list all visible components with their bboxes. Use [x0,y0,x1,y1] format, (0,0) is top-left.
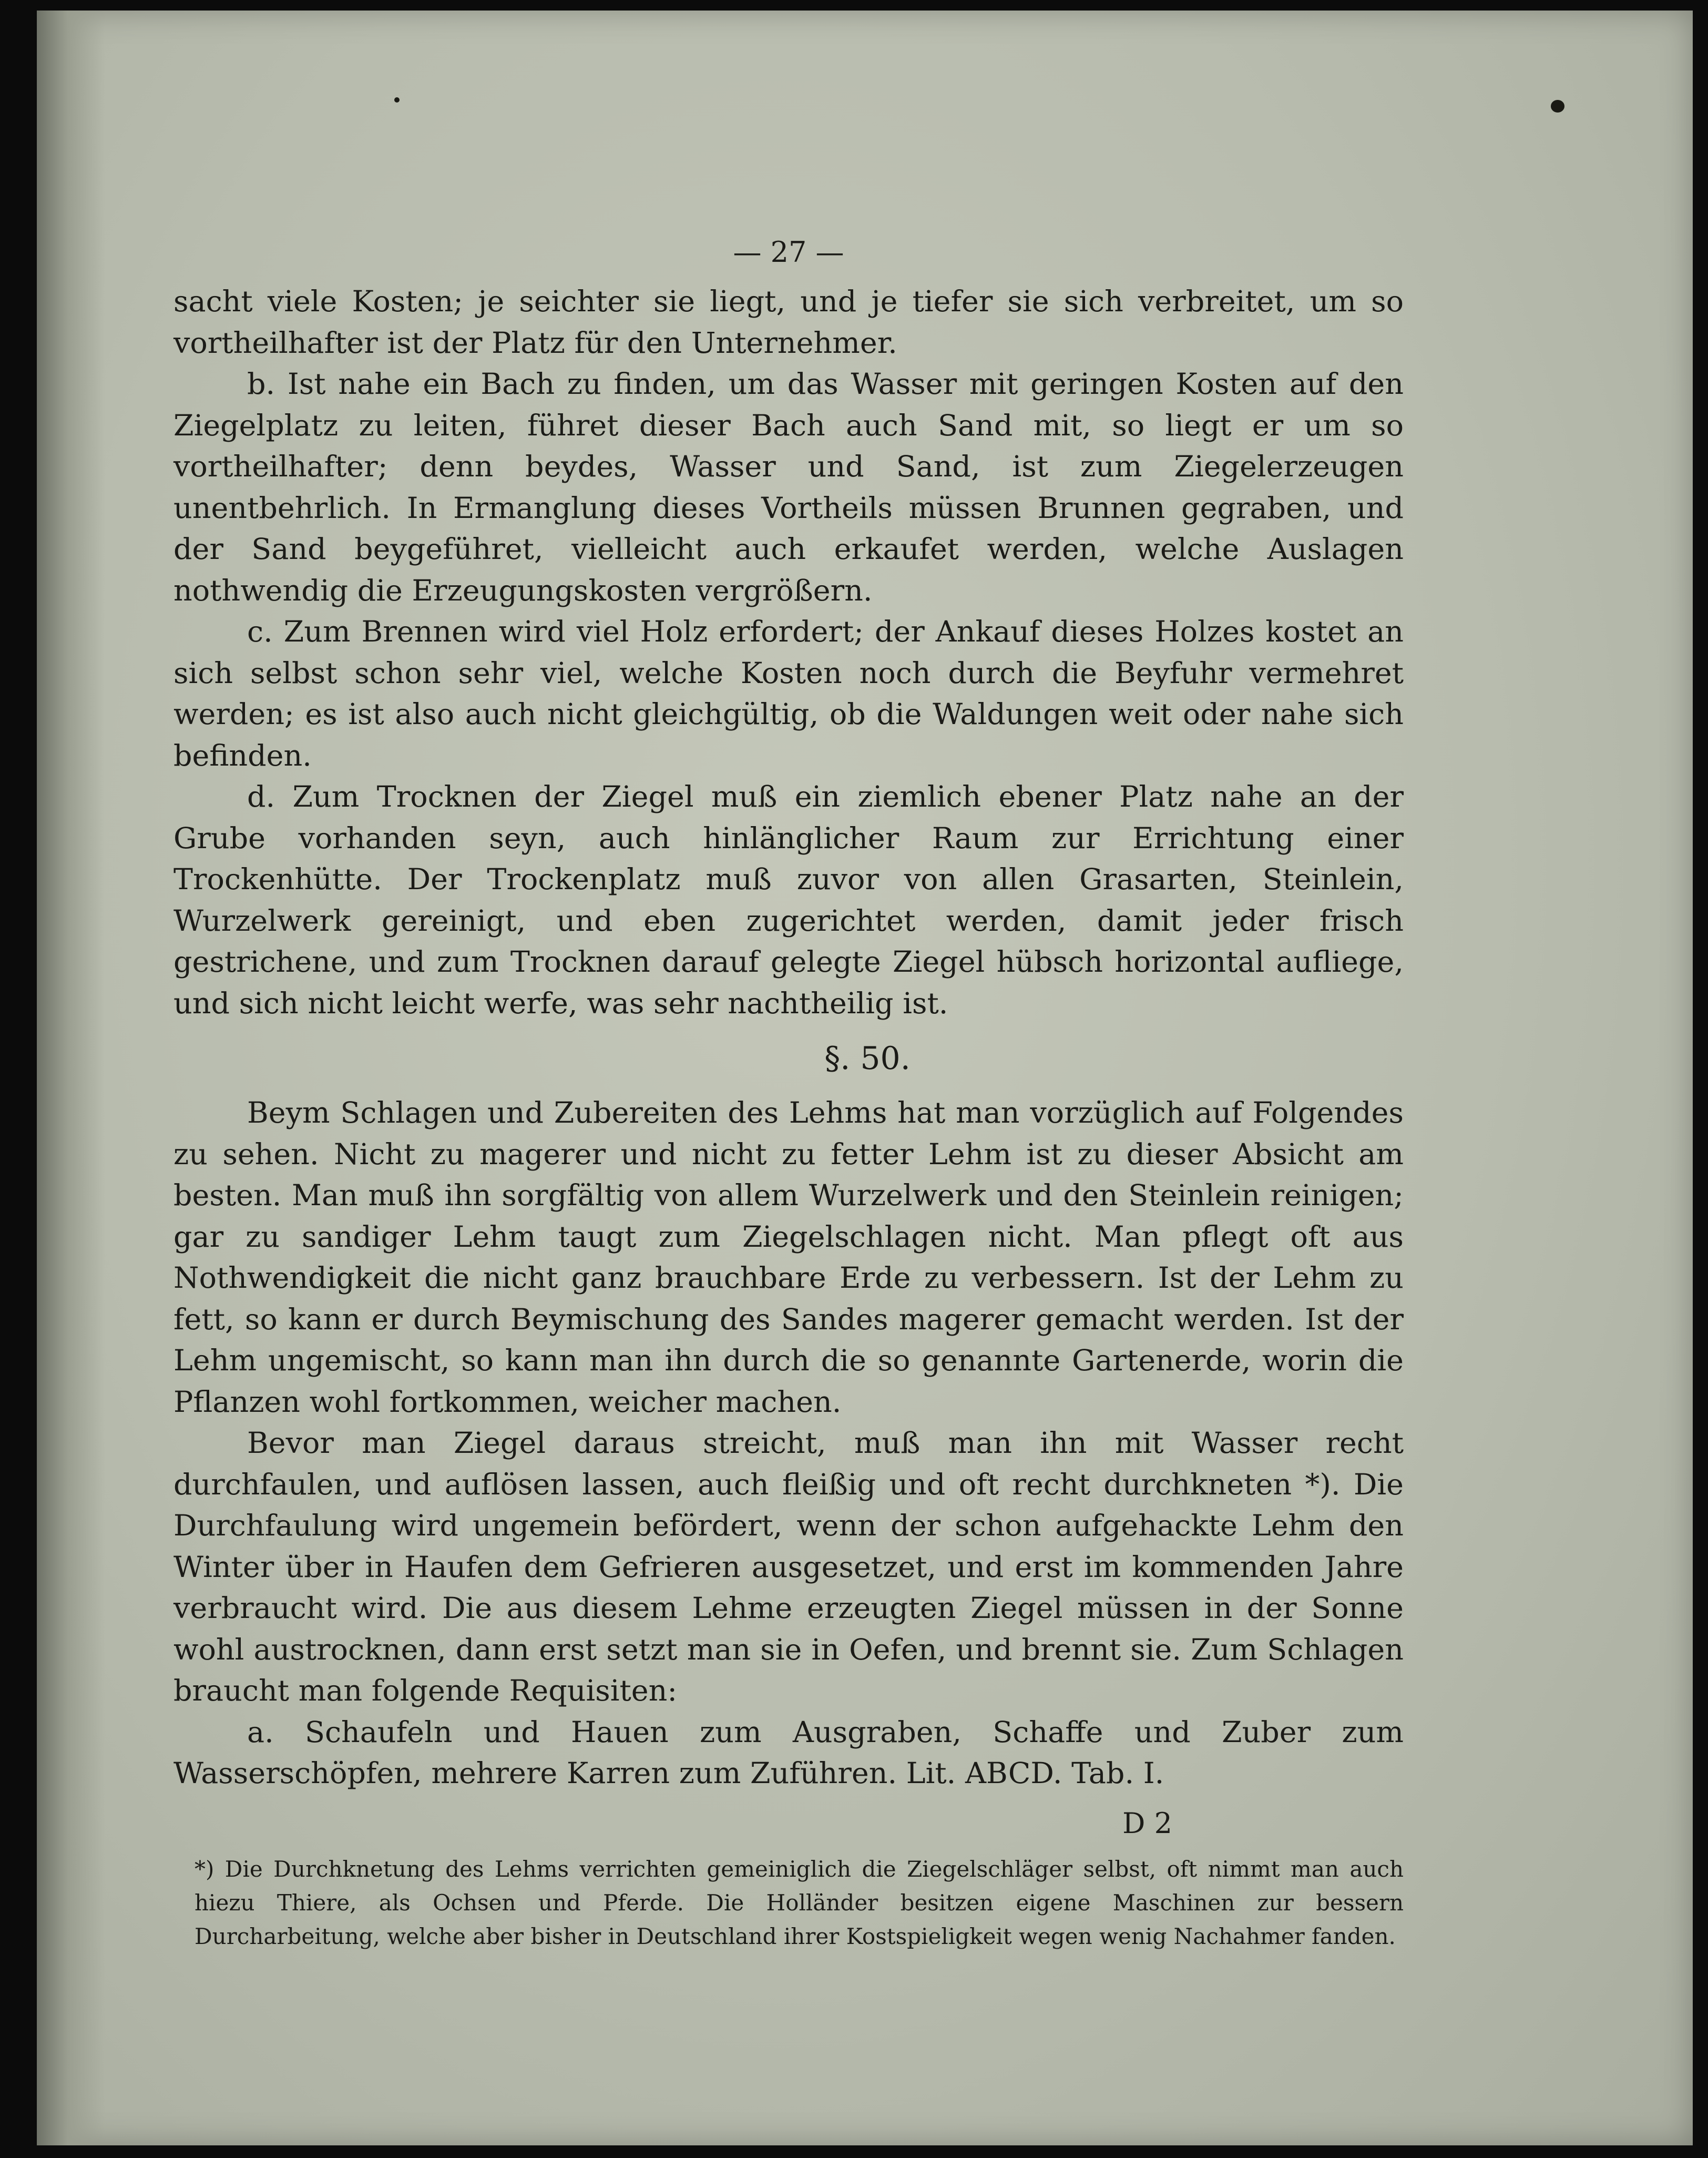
page-number: — 27 — [733,236,844,269]
footnote: *) Die Durchknetung des Lehms verrichten gemeiniglich die Ziegelschläger selbst, oft nimmt man auch hiezu Thiere, als Ochsen und Pferde. Die Holländer besitzen eigene Maschinen zur bessern Durcharbeitung, welche aber bisher in Deutschland ihrer Kostspieligkeit wegen wenig Nachahmer fanden. [195,1856,1404,1949]
section-paragraph-item-a: a. Schaufeln und Hauen zum Ausgraben, Schaffe und Zuber zum Wasserschöpfen, mehrere Karren zum Zuführen. Lit. ABCD. Tab. I. [173,1715,1404,1790]
paragraph-item-c: c. Zum Brennen wird viel Holz erfordert; der Ankauf dieses Holzes kostet an sich selbst schon sehr viel, welche Kosten noch durch die Beyfuhr vermehret werden; es ist also auch nicht gleichgültig, ob die Waldungen weit oder nahe sich befinden. [173,615,1404,773]
book-page [37,11,1693,2145]
ink-speck [1551,100,1564,113]
page-content [173,223,1404,1953]
paragraph-item-d: d. Zum Trocknen der Ziegel muß ein ziemlich ebener Platz nahe an der Grube vorhanden seyn, auch hinlänglicher Raum zur Errichtung einer Trockenhütte. Der Trockenplatz muß zuvor von allen Grasarten, Steinlein, Wurzelwerk gereinigt, und eben zugerichtet werden, damit jeder frisch gestrichene, und zum Trocknen darauf gelegte Ziegel hübsch horizontal aufliege, und sich nicht leicht werfe, was sehr nachtheilig ist. [173,780,1404,1021]
section-paragraph-2: Bevor man Ziegel daraus streicht, muß man ihn mit Wasser recht durchfaulen, und auflösen lassen, auch fleißig und oft recht durchkneten *). Die Durchfaulung wird ungemein befördert, wenn der schon aufgehackte Lehm den Winter über in Haufen dem Gefrieren ausgesetzet, und erst im kommenden Jahre verbraucht wird. Die aus diesem Lehme erzeugten Ziegel müssen in der Sonne wohl austrocknen, dann erst setzt man sie in Oefen, und brennt sie. Zum Schlagen braucht man folgende Requisiten: [173,1426,1404,1708]
signature-mark: D 2 [1122,1806,1172,1840]
section-paragraph-1: Beym Schlagen und Zubereiten des Lehms hat man vorzüglich auf Folgendes zu sehen. Nicht zu magerer und nicht zu fetter Lehm ist zu dieser Absicht am besten. Man muß ihn sorgfältig von allem Wurzelwerk und den Steinlein reinigen; gar zu sandiger Lehm taugt zum Ziegelschlagen nicht. Man pflegt oft aus Nothwendigkeit die nicht ganz brauchbare Erde zu verbessern. Ist der Lehm zu fett, so kann er durch Beymischung des Sandes magerer gemacht werden. Ist der Lehm ungemischt, so kann man ihn durch die so genannte Gartenerde, worin die Pflanzen wohl fortkommen, weicher machen. [173,1096,1404,1419]
ink-speck [394,97,400,103]
section-heading: §. 50. [824,1040,911,1077]
paragraph-continuation: sacht viele Kosten; je seichter sie liegt, und je tiefer sie sich verbreitet, um so vortheilhafter ist der Platz für den Unternehmer. [173,284,1404,360]
page-gutter-shadow [37,11,105,2145]
paragraph-item-b: b. Ist nahe ein Bach zu finden, um das Wasser mit geringen Kosten auf den Ziegelplatz zu leiten, führet dieser Bach auch Sand mit, so liegt er um so vortheilhafter; denn beydes, Wasser und Sand, ist zum Ziegelerzeugen unentbehrlich. In Ermanglung dieses Vortheils müssen Brunnen gegraben, und der Sand beygeführet, vielleicht auch erkaufet werden, welche Auslagen nothwendig die Erzeugungskosten vergrößern. [173,367,1404,608]
